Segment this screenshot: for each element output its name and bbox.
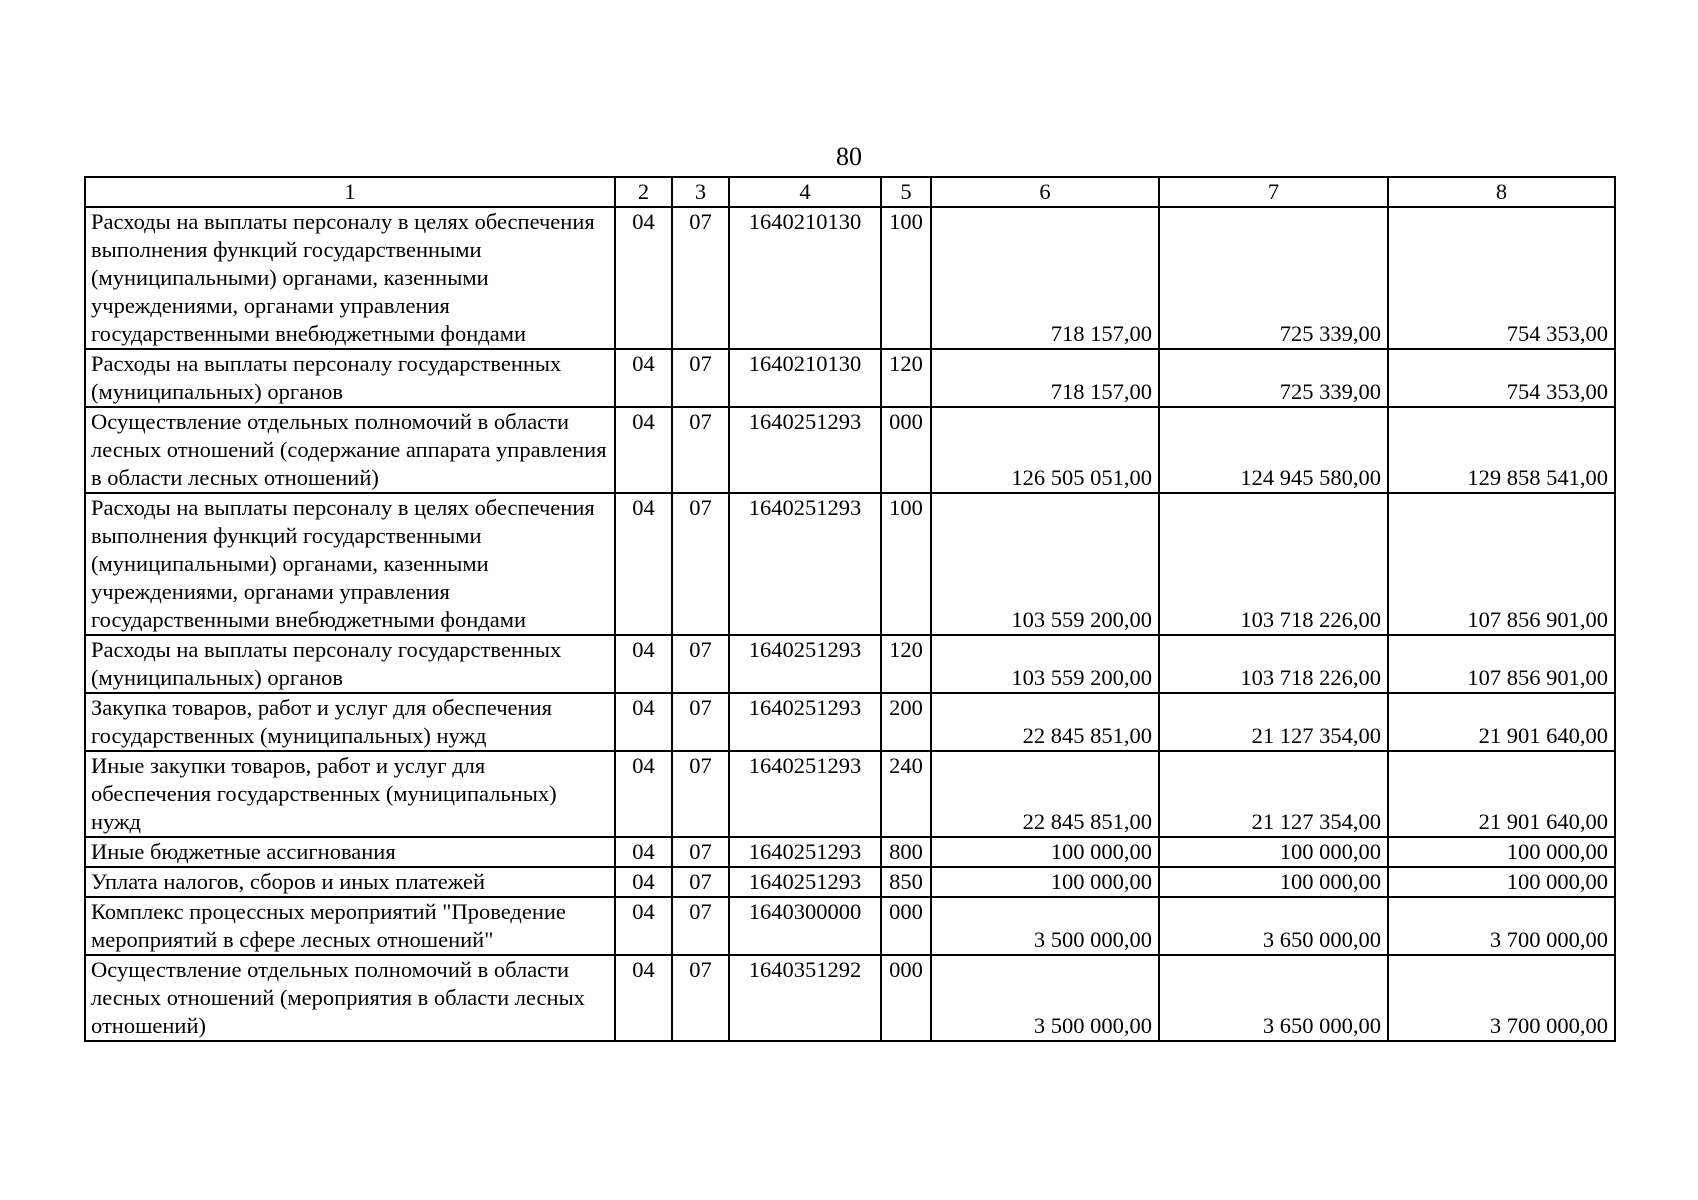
target-article-code: 1640251293 — [729, 635, 881, 693]
budget-table — [84, 176, 1616, 1042]
table-row — [85, 693, 1615, 751]
amount-col-7: 103 718 226,00 — [1159, 493, 1388, 635]
column-header-5: 5 — [881, 177, 931, 207]
expense-type-code: 120 — [881, 635, 931, 693]
subsection-code: 07 — [672, 207, 729, 349]
column-header-1: 1 — [85, 177, 615, 207]
amount-col-6: 718 157,00 — [931, 349, 1159, 407]
row-name: Осуществление отдельных полномочий в области лесных отношений (мероприятия в области лесных отношений) — [85, 955, 615, 1041]
subsection-code: 07 — [672, 955, 729, 1041]
target-article-code: 1640210130 — [729, 207, 881, 349]
amount-col-7: 103 718 226,00 — [1159, 635, 1388, 693]
table-row — [85, 897, 1615, 955]
row-name: Иные закупки товаров, работ и услуг для обеспечения государственных (муниципальных) нужд — [85, 751, 615, 837]
expense-type-code: 120 — [881, 349, 931, 407]
row-name: Расходы на выплаты персоналу государственных (муниципальных) органов — [85, 349, 615, 407]
table-row — [85, 837, 1615, 867]
column-header-7: 7 — [1159, 177, 1388, 207]
amount-col-6: 103 559 200,00 — [931, 493, 1159, 635]
section-code: 04 — [615, 493, 672, 635]
table-row — [85, 751, 1615, 837]
section-code: 04 — [615, 867, 672, 897]
amount-col-7: 3 650 000,00 — [1159, 897, 1388, 955]
amount-col-8: 100 000,00 — [1388, 867, 1615, 897]
table-row — [85, 493, 1615, 635]
amount-col-8: 100 000,00 — [1388, 837, 1615, 867]
amount-col-6: 3 500 000,00 — [931, 955, 1159, 1041]
target-article-code: 1640251293 — [729, 751, 881, 837]
amount-col-6: 103 559 200,00 — [931, 635, 1159, 693]
amount-col-8: 754 353,00 — [1388, 349, 1615, 407]
section-code: 04 — [615, 897, 672, 955]
subsection-code: 07 — [672, 837, 729, 867]
target-article-code: 1640251293 — [729, 693, 881, 751]
amount-col-7: 725 339,00 — [1159, 207, 1388, 349]
expense-type-code: 100 — [881, 207, 931, 349]
subsection-code: 07 — [672, 693, 729, 751]
amount-col-8: 21 901 640,00 — [1388, 693, 1615, 751]
expense-type-code: 100 — [881, 493, 931, 635]
amount-col-6: 126 505 051,00 — [931, 407, 1159, 493]
column-header-2: 2 — [615, 177, 672, 207]
row-name: Расходы на выплаты персоналу в целях обеспечения выполнения функций государственными (муниципальными) органами, казенными учреждениями, органами управления государственными внебюджетными фондами — [85, 493, 615, 635]
table-row — [85, 349, 1615, 407]
subsection-code: 07 — [672, 751, 729, 837]
expense-type-code: 800 — [881, 837, 931, 867]
column-header-4: 4 — [729, 177, 881, 207]
amount-col-7: 21 127 354,00 — [1159, 693, 1388, 751]
section-code: 04 — [615, 751, 672, 837]
section-code: 04 — [615, 635, 672, 693]
header-row — [85, 177, 1615, 207]
table-row — [85, 207, 1615, 349]
row-name: Осуществление отдельных полномочий в области лесных отношений (содержание аппарата управления в области лесных отношений) — [85, 407, 615, 493]
section-code: 04 — [615, 349, 672, 407]
table-row — [85, 635, 1615, 693]
table-row — [85, 955, 1615, 1041]
row-name: Комплекс процессных мероприятий "Проведение мероприятий в сфере лесных отношений" — [85, 897, 615, 955]
target-article-code: 1640251293 — [729, 493, 881, 635]
target-article-code: 1640251293 — [729, 837, 881, 867]
amount-col-8: 754 353,00 — [1388, 207, 1615, 349]
subsection-code: 07 — [672, 407, 729, 493]
column-header-8: 8 — [1388, 177, 1615, 207]
amount-col-7: 100 000,00 — [1159, 837, 1388, 867]
amount-col-6: 100 000,00 — [931, 837, 1159, 867]
row-name: Иные бюджетные ассигнования — [85, 837, 615, 867]
amount-col-7: 725 339,00 — [1159, 349, 1388, 407]
table-row — [85, 407, 1615, 493]
row-name: Расходы на выплаты персоналу в целях обеспечения выполнения функций государственными (муниципальными) органами, казенными учреждениями, органами управления государственными внебюджетными фондами — [85, 207, 615, 349]
table-row — [85, 867, 1615, 897]
amount-col-7: 21 127 354,00 — [1159, 751, 1388, 837]
amount-col-6: 22 845 851,00 — [931, 693, 1159, 751]
amount-col-6: 718 157,00 — [931, 207, 1159, 349]
subsection-code: 07 — [672, 349, 729, 407]
subsection-code: 07 — [672, 493, 729, 635]
expense-type-code: 850 — [881, 867, 931, 897]
expense-type-code: 200 — [881, 693, 931, 751]
column-header-3: 3 — [672, 177, 729, 207]
amount-col-6: 100 000,00 — [931, 867, 1159, 897]
expense-type-code: 240 — [881, 751, 931, 837]
amount-col-8: 129 858 541,00 — [1388, 407, 1615, 493]
target-article-code: 1640351292 — [729, 955, 881, 1041]
amount-col-7: 100 000,00 — [1159, 867, 1388, 897]
page-number: 80 — [836, 142, 862, 171]
target-article-code: 1640300000 — [729, 897, 881, 955]
target-article-code: 1640210130 — [729, 349, 881, 407]
section-code: 04 — [615, 837, 672, 867]
amount-col-6: 22 845 851,00 — [931, 751, 1159, 837]
expense-type-code: 000 — [881, 407, 931, 493]
section-code: 04 — [615, 955, 672, 1041]
amount-col-7: 3 650 000,00 — [1159, 955, 1388, 1041]
section-code: 04 — [615, 407, 672, 493]
amount-col-7: 124 945 580,00 — [1159, 407, 1388, 493]
subsection-code: 07 — [672, 897, 729, 955]
row-name: Расходы на выплаты персоналу государственных (муниципальных) органов — [85, 635, 615, 693]
amount-col-8: 21 901 640,00 — [1388, 751, 1615, 837]
section-code: 04 — [615, 207, 672, 349]
column-header-6: 6 — [931, 177, 1159, 207]
section-code: 04 — [615, 693, 672, 751]
subsection-code: 07 — [672, 635, 729, 693]
expense-type-code: 000 — [881, 897, 931, 955]
amount-col-8: 3 700 000,00 — [1388, 955, 1615, 1041]
amount-col-8: 3 700 000,00 — [1388, 897, 1615, 955]
amount-col-8: 107 856 901,00 — [1388, 635, 1615, 693]
subsection-code: 07 — [672, 867, 729, 897]
expense-type-code: 000 — [881, 955, 931, 1041]
target-article-code: 1640251293 — [729, 407, 881, 493]
target-article-code: 1640251293 — [729, 867, 881, 897]
row-name: Уплата налогов, сборов и иных платежей — [85, 867, 615, 897]
amount-col-8: 107 856 901,00 — [1388, 493, 1615, 635]
amount-col-6: 3 500 000,00 — [931, 897, 1159, 955]
row-name: Закупка товаров, работ и услуг для обеспечения государственных (муниципальных) нужд — [85, 693, 615, 751]
